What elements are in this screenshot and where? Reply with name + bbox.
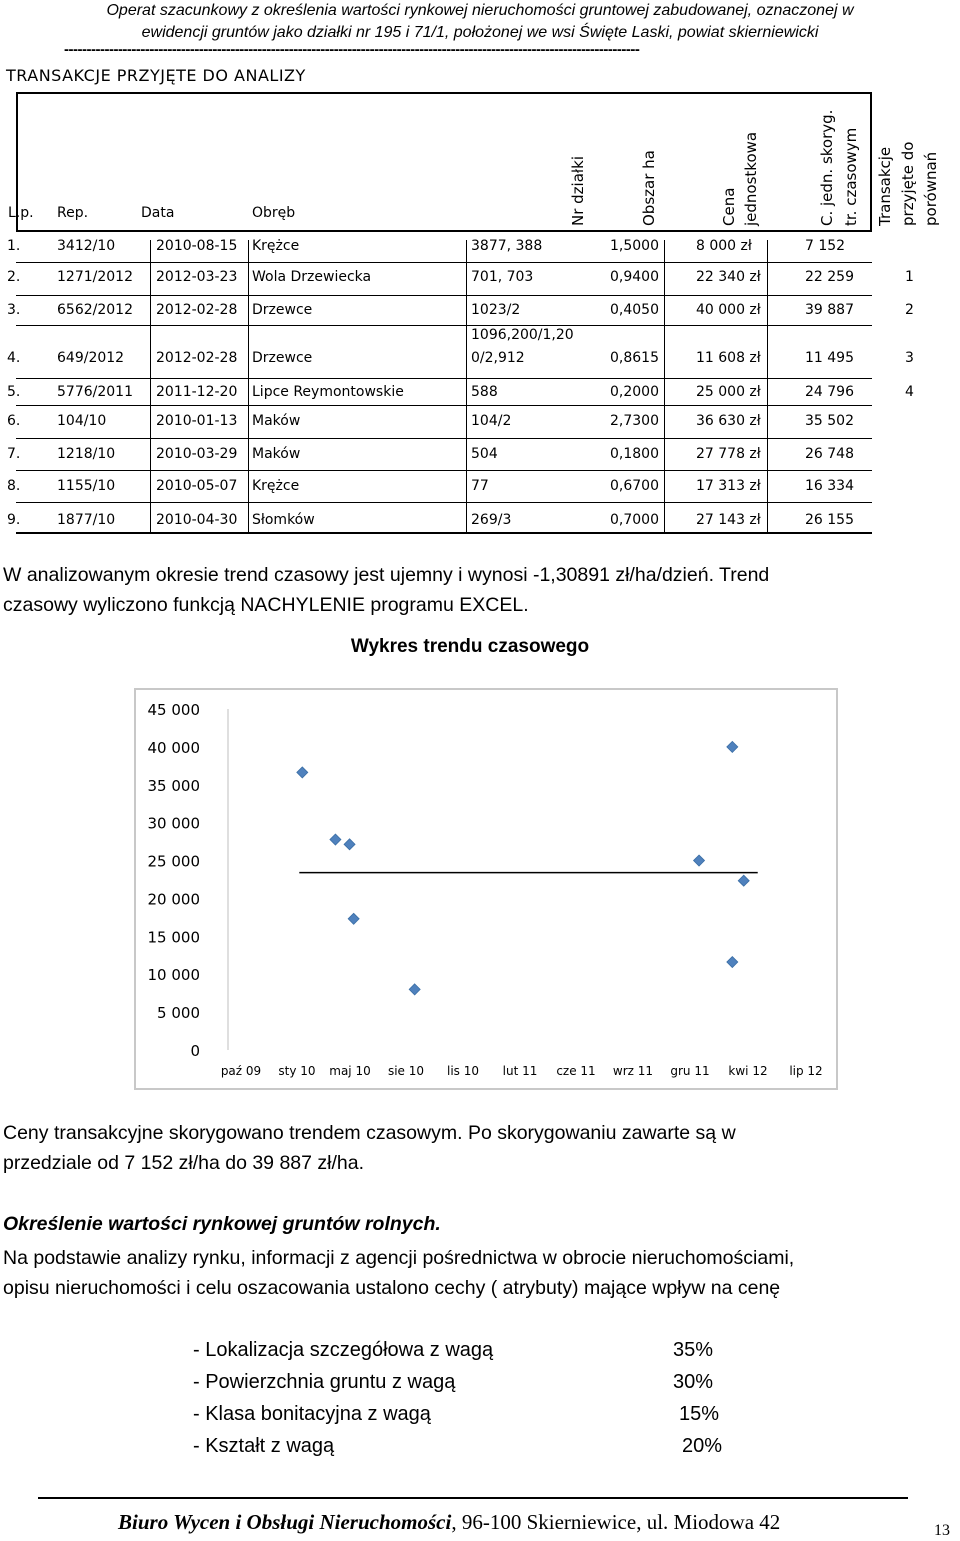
cell-cjedn: 26 748 bbox=[805, 446, 854, 462]
cell-cjedn: 22 259 bbox=[805, 269, 854, 285]
cell-lp: 6. bbox=[7, 413, 21, 429]
data-point bbox=[344, 839, 355, 850]
x-tick-label: lut 11 bbox=[502, 1064, 538, 1078]
cell-obreb: Drzewce bbox=[252, 302, 313, 318]
header-obreb: Obręb bbox=[252, 205, 296, 221]
cell-rep: 1155/10 bbox=[57, 478, 116, 494]
header-line-1: Operat szacunkowy z określenia wartości rynkowej nieruchomości gruntowej zabudowanej, oznaczonej w bbox=[106, 2, 854, 19]
data-point bbox=[727, 741, 738, 752]
x-tick-label: paź 09 bbox=[220, 1064, 262, 1078]
y-tick-label: 45 000 bbox=[147, 701, 200, 719]
x-tick-label: kwi 12 bbox=[728, 1064, 768, 1078]
header-cjedn-line2: tr. czasowym bbox=[842, 127, 860, 226]
cell-nr: 77 bbox=[471, 478, 489, 494]
cell-obreb: Krężce bbox=[252, 238, 300, 254]
cell-data: 2011-12-20 bbox=[156, 384, 238, 400]
cell-obreb: Drzewce bbox=[252, 350, 313, 366]
data-point bbox=[297, 767, 308, 778]
header-data: Data bbox=[141, 205, 175, 221]
cell-cena: 8 000 zł bbox=[696, 238, 752, 254]
cell-nr: 104/2 bbox=[471, 413, 512, 429]
attribute-label: - Kształt z wagą bbox=[193, 1435, 335, 1457]
section-title: TRANSAKCJE PRZYJĘTE DO ANALIZY bbox=[6, 66, 306, 85]
header-rep: Rep. bbox=[57, 205, 89, 221]
corrected-prices-line-2: przedziale od 7 152 zł/ha do 39 887 zł/ha. bbox=[3, 1152, 365, 1174]
attributes-paragraph-line-1: Na podstawie analizy rynku, informacji z agencji pośrednictwa w obrocie nieruchomościami, bbox=[3, 1247, 795, 1269]
cell-lp: 1. bbox=[7, 238, 21, 254]
header-trans-line1: Transakcje bbox=[876, 146, 894, 226]
x-tick-label: gru 11 bbox=[670, 1064, 710, 1078]
cell-cena: 27 143 zł bbox=[696, 512, 761, 528]
cell-cjedn: 11 495 bbox=[805, 350, 854, 366]
cell-cena: 27 778 zł bbox=[696, 446, 761, 462]
cell-cena: 25 000 zł bbox=[696, 384, 761, 400]
cell-obszar: 1,5000 bbox=[610, 238, 659, 254]
attribute-value: 15% bbox=[679, 1403, 720, 1425]
y-tick-label: 20 000 bbox=[147, 890, 200, 909]
y-tick-label: 10 000 bbox=[147, 966, 200, 985]
data-point bbox=[348, 913, 359, 924]
cell-obszar: 0,2000 bbox=[610, 384, 659, 400]
x-tick-label: cze 11 bbox=[556, 1064, 596, 1078]
y-tick-label: 0 bbox=[190, 1042, 200, 1060]
cell-obszar: 0,8615 bbox=[610, 350, 659, 366]
trend-paragraph-line-1: W analizowanym okresie trend czasowy jest ujemny i wynosi -1,30891 zł/ha/dzień. Trend bbox=[3, 564, 770, 586]
cell-data: 2012-02-28 bbox=[156, 302, 238, 318]
y-tick-label: 25 000 bbox=[147, 852, 200, 871]
cell-rep: 3412/10 bbox=[57, 238, 116, 254]
cell-data: 2010-03-29 bbox=[156, 446, 238, 462]
cell-obszar: 0,4050 bbox=[610, 302, 659, 318]
cell-obreb: Maków bbox=[252, 446, 301, 462]
y-tick-label: 5 000 bbox=[157, 1004, 200, 1023]
cell-cjedn: 24 796 bbox=[805, 384, 854, 400]
cell-obreb: Słomków bbox=[252, 512, 315, 528]
cell-cena: 17 313 zł bbox=[696, 478, 761, 494]
cell-lp: 5. bbox=[7, 384, 21, 400]
cell-lp: 7. bbox=[7, 446, 21, 462]
cell-data: 2010-01-13 bbox=[156, 413, 238, 429]
attributes-paragraph bbox=[3, 1243, 794, 1303]
header-cena-line2: jednostkowa bbox=[742, 131, 760, 226]
cell-obreb: Krężce bbox=[252, 478, 300, 494]
x-tick-label: maj 10 bbox=[329, 1064, 371, 1078]
cell-nr-continued: 0/2,912 bbox=[471, 350, 525, 366]
cell-obszar: 2,7300 bbox=[610, 413, 659, 429]
header-dashed-rule: -------------------------------------------------------------------------------------------------------------------------------- bbox=[64, 41, 640, 58]
header-trans-line2: przyjęte do bbox=[899, 141, 917, 226]
header-line-2: ewidencji gruntów jako działki nr 195 i 71/1, położonej we wsi Święte Laski, powiat skierniewicki bbox=[141, 24, 819, 41]
trend-paragraph-line-2: czasowy wyliczono funkcją NACHYLENIE programu EXCEL. bbox=[3, 594, 529, 616]
corrected-prices-line-1: Ceny transakcyjne skorygowano trendem czasowym. Po skorygowaniu zawarte są w bbox=[3, 1122, 736, 1144]
x-tick-label: lis 10 bbox=[446, 1064, 480, 1078]
footer-company: Biuro Wycen i Obsługi Nieruchomości bbox=[118, 1510, 452, 1534]
x-tick-label: wrz 11 bbox=[612, 1064, 654, 1078]
chart-title: Wykres trendu czasowego bbox=[350, 636, 590, 657]
header-nr-dzialki: Nr działki bbox=[569, 155, 587, 226]
footer-text bbox=[118, 1510, 780, 1535]
cell-data: 2010-05-07 bbox=[156, 478, 238, 494]
data-point bbox=[330, 834, 341, 845]
attribute-value: 30% bbox=[673, 1371, 714, 1393]
cell-rep: 5776/2011 bbox=[57, 384, 133, 400]
cell-nr: 3877, 388 bbox=[471, 238, 543, 254]
header-obszar: Obszar ha bbox=[640, 150, 658, 226]
footer-rule bbox=[38, 1497, 908, 1499]
cell-obreb: Maków bbox=[252, 413, 301, 429]
cell-cjedn: 26 155 bbox=[805, 512, 854, 528]
cell-cjedn: 35 502 bbox=[805, 413, 854, 429]
cell-obreb: Wola Drzewiecka bbox=[252, 269, 372, 285]
cell-cjedn: 16 334 bbox=[805, 478, 854, 494]
header-cjedn-line1: C. jedn. skoryg. bbox=[818, 109, 836, 226]
y-tick-label: 35 000 bbox=[147, 776, 200, 795]
x-tick-label: sty 10 bbox=[278, 1064, 316, 1078]
cell-lp: 9. bbox=[7, 512, 21, 528]
data-point bbox=[738, 875, 749, 886]
cell-cena: 40 000 zł bbox=[696, 302, 761, 318]
y-tick-label: 40 000 bbox=[147, 738, 200, 757]
y-tick-label: 30 000 bbox=[147, 814, 200, 833]
subheading: Określenie wartości rynkowej gruntów rolnych. bbox=[3, 1213, 441, 1235]
cell-lp: 4. bbox=[7, 350, 21, 366]
cell-nr: 269/3 bbox=[471, 512, 512, 528]
data-point bbox=[727, 957, 738, 968]
cell-obszar: 0,9400 bbox=[610, 269, 659, 285]
cell-lp: 8. bbox=[7, 478, 21, 494]
data-point bbox=[409, 984, 420, 995]
cell-rep: 1271/2012 bbox=[57, 269, 133, 285]
data-point bbox=[694, 855, 705, 866]
header-cena-line1: Cena bbox=[720, 187, 738, 226]
cell-trans: 1 bbox=[905, 269, 914, 285]
x-tick-label: lip 12 bbox=[789, 1064, 823, 1078]
corrected-prices-paragraph bbox=[3, 1118, 736, 1178]
cell-cjedn: 7 152 bbox=[805, 238, 846, 254]
attributes-paragraph-line-2: opisu nieruchomości i celu oszacowania ustalono cechy ( atrybuty) mające wpływ na cenę bbox=[3, 1277, 781, 1299]
cell-data: 2012-02-28 bbox=[156, 350, 238, 366]
attribute-label: - Klasa bonitacyjna z wagą bbox=[193, 1403, 431, 1425]
cell-rep: 1218/10 bbox=[57, 446, 116, 462]
cell-data: 2012-03-23 bbox=[156, 269, 238, 285]
cell-rep: 104/10 bbox=[57, 413, 107, 429]
attribute-value: 35% bbox=[673, 1339, 714, 1361]
cell-rep: 1877/10 bbox=[57, 512, 116, 528]
cell-cjedn: 39 887 bbox=[805, 302, 854, 318]
attribute-label: - Lokalizacja szczegółowa z wagą bbox=[193, 1339, 494, 1361]
cell-rep: 649/2012 bbox=[57, 350, 125, 366]
cell-trans: 2 bbox=[905, 302, 914, 318]
cell-trans: 4 bbox=[905, 384, 914, 400]
cell-trans: 3 bbox=[905, 350, 914, 366]
cell-obszar: 0,1800 bbox=[610, 446, 659, 462]
cell-obszar: 0,7000 bbox=[610, 512, 659, 528]
y-tick-label: 15 000 bbox=[147, 928, 200, 947]
attribute-value: 20% bbox=[682, 1435, 723, 1457]
cell-cena: 11 608 zł bbox=[696, 350, 761, 366]
cell-cena: 22 340 zł bbox=[696, 269, 761, 285]
cell-obreb: Lipce Reymontowskie bbox=[252, 384, 404, 400]
attribute-label: - Powierzchnia gruntu z wagą bbox=[193, 1371, 456, 1393]
x-tick-label: sie 10 bbox=[387, 1064, 425, 1078]
cell-lp: 2. bbox=[7, 269, 21, 285]
cell-nr: 701, 703 bbox=[471, 269, 534, 285]
cell-nr: 1023/2 bbox=[471, 302, 521, 318]
cell-data: 2010-08-15 bbox=[156, 238, 238, 254]
header-lp: L.p. bbox=[8, 205, 34, 221]
cell-nr: 504 bbox=[471, 446, 498, 462]
header-trans-line3: porównań bbox=[922, 151, 940, 226]
cell-lp: 3. bbox=[7, 302, 21, 318]
cell-rep: 6562/2012 bbox=[57, 302, 133, 318]
footer-address: , 96-100 Skierniewice, ul. Miodowa 42 bbox=[451, 1510, 781, 1534]
cell-cena: 36 630 zł bbox=[696, 413, 761, 429]
cell-nr: 1096,200/1,20 bbox=[471, 327, 574, 343]
cell-nr: 588 bbox=[471, 384, 498, 400]
page-number: 13 bbox=[934, 1522, 950, 1539]
cell-obszar: 0,6700 bbox=[610, 478, 659, 494]
cell-data: 2010-04-30 bbox=[156, 512, 238, 528]
